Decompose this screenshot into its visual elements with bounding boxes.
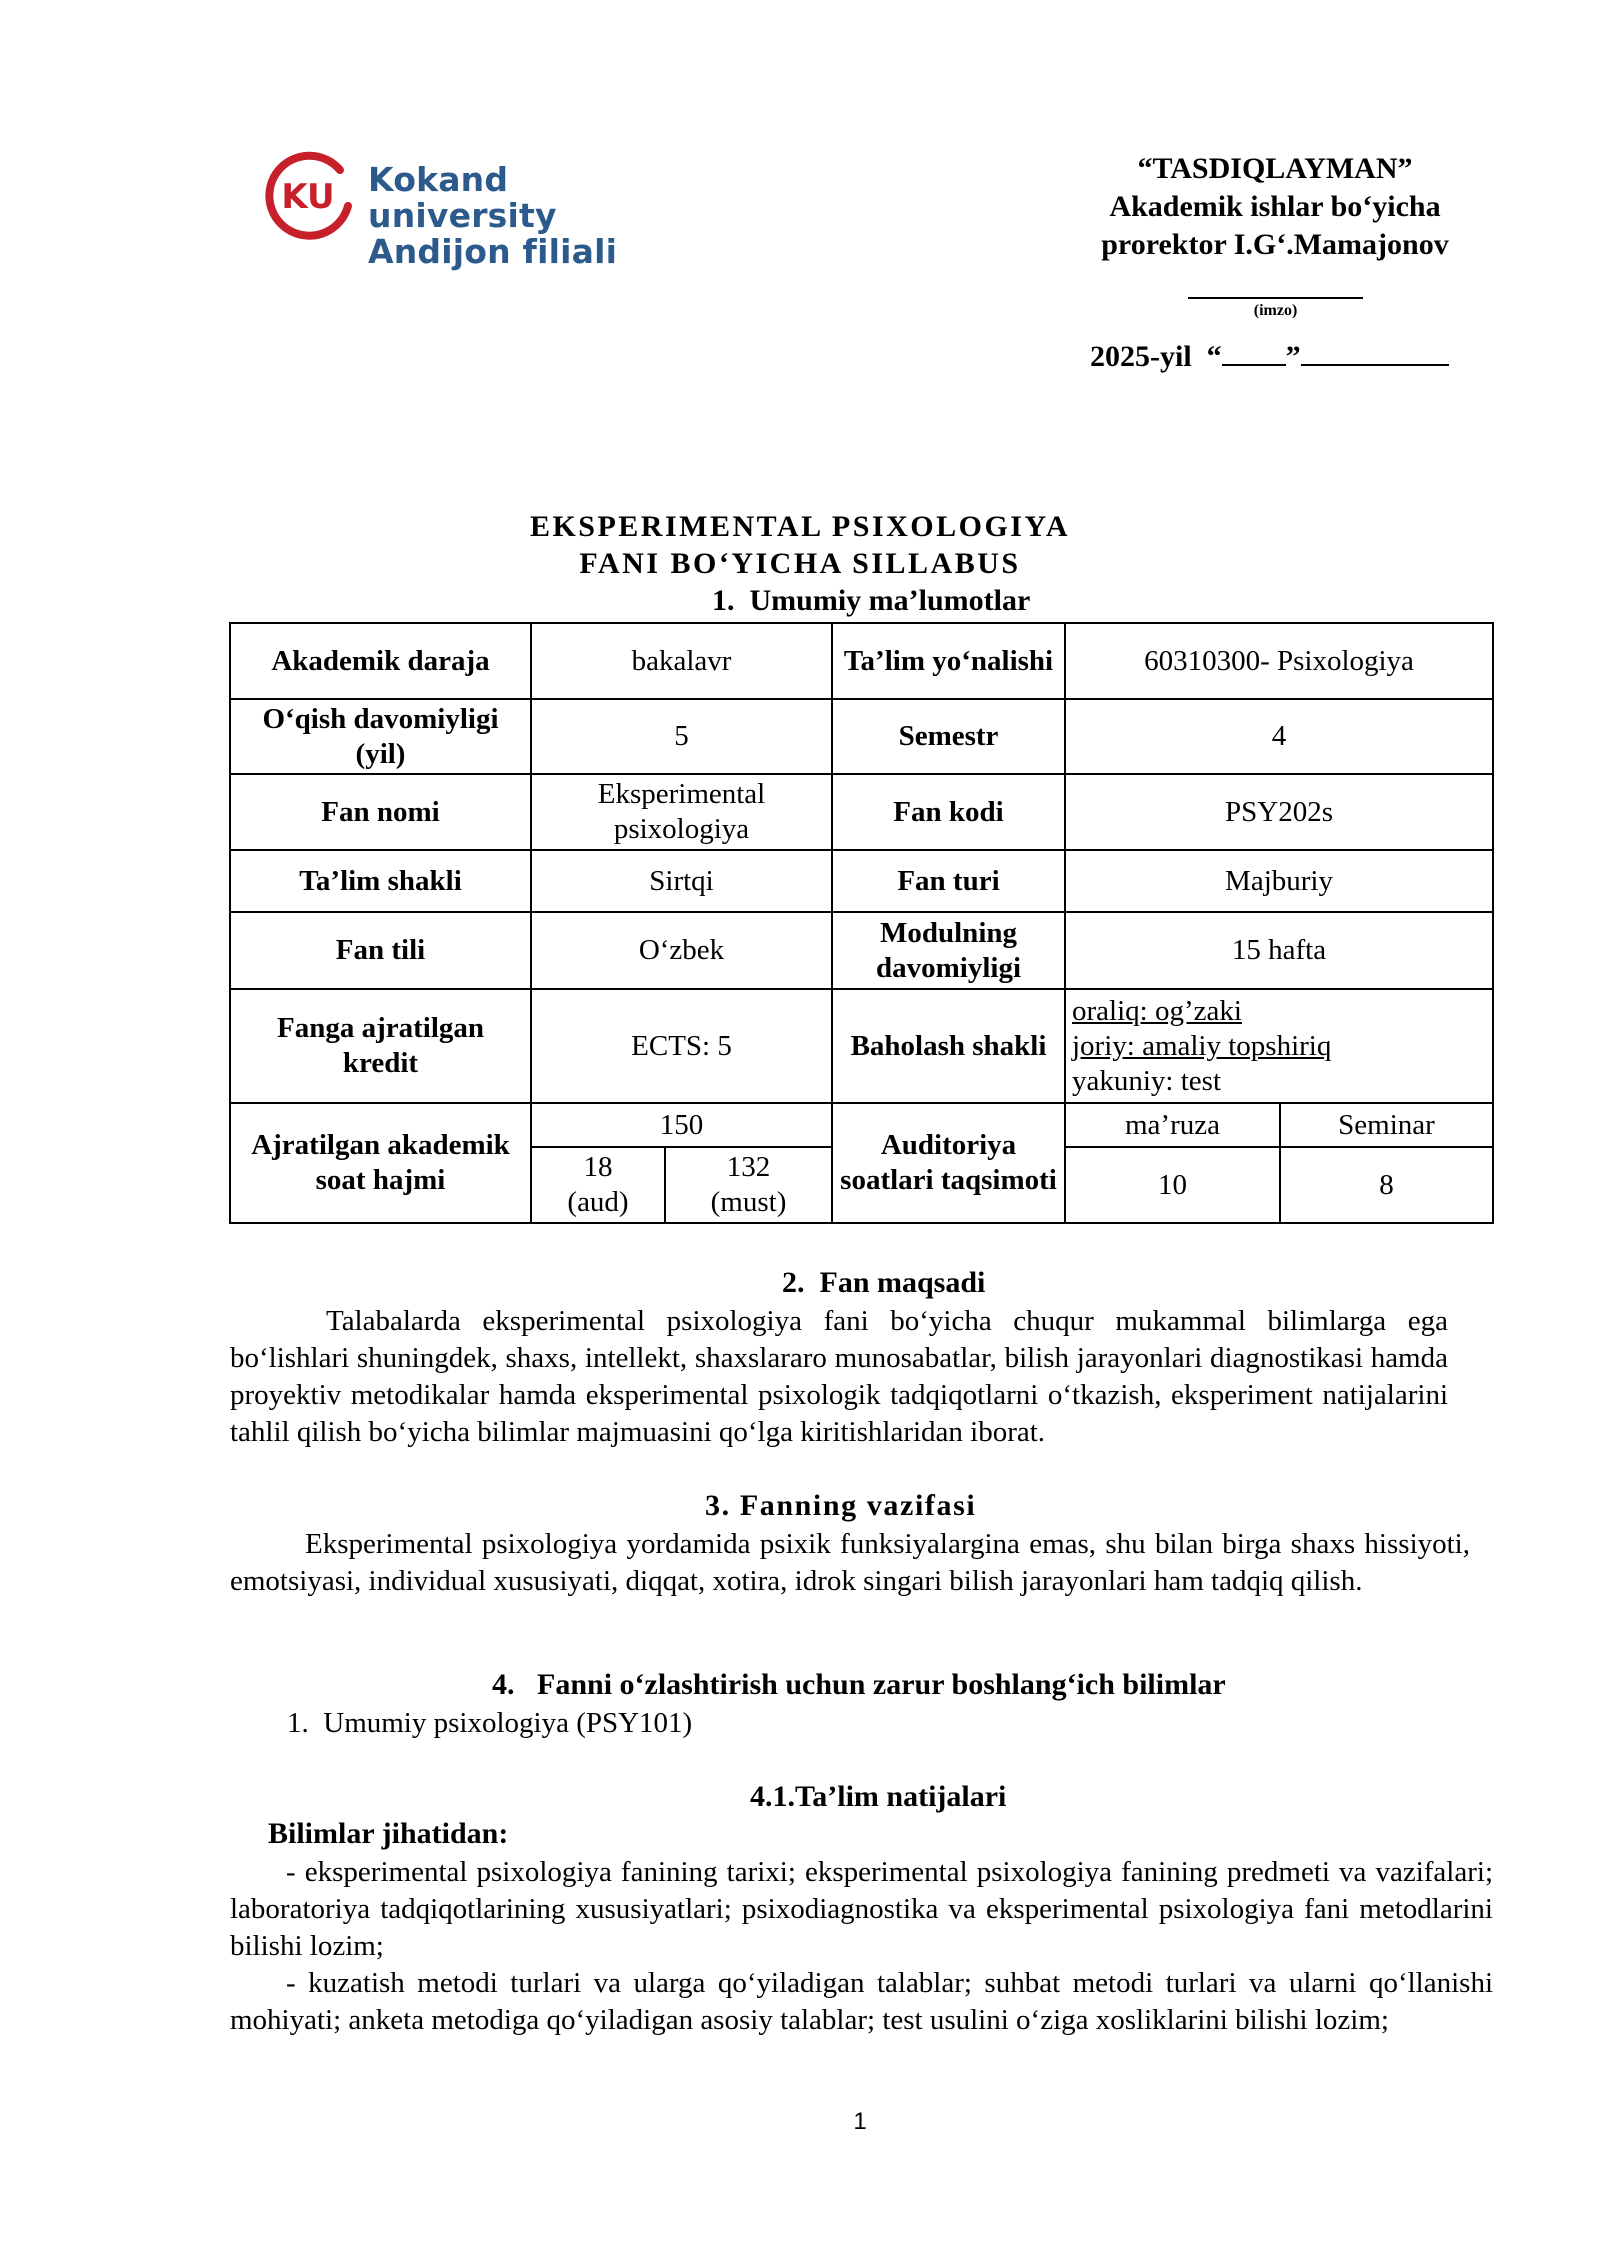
section2-number: 2. [782, 1266, 805, 1299]
baholash-oraliq: oraliq: og’zaki [1072, 994, 1242, 1027]
table-row [230, 989, 1493, 1103]
ku-logo-icon [262, 150, 358, 242]
label-akademik-daraja: Akademik daraja [230, 623, 531, 699]
value-fan-kodi: PSY202s [1065, 774, 1493, 850]
label-fan-kodi: Fan kodi [832, 774, 1065, 850]
label-modul-davomiyligi: Modulning davomiyligi [832, 912, 1065, 989]
label-fan-tili: Fan tili [230, 912, 531, 989]
soat-aud-unit: (aud) [567, 1186, 629, 1218]
section2-text: Talabalarda eksperimental psixologiya fani bo‘yicha chuqur mukammal bilimlarga ega bo‘lishlari shuningdek, shaxs, intellekt, shaxslararo munosabatlar, bilish jarayonlari diagnostikasi hamda proyektiv metodikalar hamda eksperimental psixologik tadqiqotlarni o‘tkazish, eksperiment natijalarini tahlil qilish bo‘yicha bilimlar majmuasini qo‘lga kiritishlaridan iborat. [230, 1305, 1448, 1448]
signature-caption: (imzo) [1253, 302, 1298, 319]
value-fan-turi: Majburiy [1065, 850, 1493, 912]
approval-name: prorektor I.G‘.Mamajonov [1101, 228, 1449, 261]
logo-mark: KU [281, 177, 335, 217]
label-baholash-shakli: Baholash shakli [832, 989, 1065, 1103]
table-row [230, 699, 1493, 774]
label-talim-yonalishi: Ta’lim yo‘nalishi [832, 623, 1065, 699]
section1-heading [712, 584, 1030, 618]
value-oqish-davomiyligi: 5 [531, 699, 832, 774]
label-soat-hajmi: Ajratilgan akademik soat hajmi [230, 1103, 531, 1223]
general-info-table [229, 622, 1494, 1224]
value-modul-davomiyligi: 15 hafta [1065, 912, 1493, 989]
label-fan-turi: Fan turi [832, 850, 1065, 912]
label-maruza: ma’ruza [1065, 1103, 1280, 1147]
label-oqish-davomiyligi: O‘qish davomiyligi (yil) [230, 699, 531, 774]
prerequisite-item [287, 1705, 692, 1742]
learning-outcome-1 [230, 1854, 1493, 1965]
section41-subheading: Bilimlar jihatidan: [268, 1817, 509, 1850]
value-baholash-shakli [1065, 989, 1493, 1103]
document-title-line2: FANI BO‘YICHA SILLABUS [579, 547, 1021, 580]
approval-date [1090, 338, 1449, 374]
section2-title: Fan maqsadi [819, 1266, 986, 1299]
section41-heading: 4.1.Ta’lim natijalari [750, 1780, 1007, 1813]
learning-outcome-1-text: eksperimental psixologiya fanining tarixi; eksperimental psixologiya fanining predmeti va vazifalari; laboratoriya tadqiqotlarining xususiyatlari; psixodiagnostika va eksperimental psixologiya fani metodlarini bilishi lozim; [230, 1856, 1493, 1962]
value-seminar: 8 [1280, 1147, 1493, 1223]
date-year: 2025-yil [1090, 340, 1192, 373]
section3-text: Eksperimental psixologiya yordamida psixik funksiyalargina emas, shu bilan birga shaxs hissiyoti, emotsiyasi, individual xususiyati, diqqat, xotira, idrok singari bilish jarayonlari ham tadqiq qilish. [230, 1528, 1470, 1597]
value-soat-must [665, 1147, 832, 1223]
logo-text [368, 162, 702, 270]
table-row [230, 774, 1493, 850]
value-akademik-daraja: bakalavr [531, 623, 832, 699]
value-soat-aud [531, 1147, 665, 1223]
value-talim-yonalishi: 60310300- Psixologiya [1065, 623, 1493, 699]
table-row [230, 912, 1493, 989]
section4-number: 4. [492, 1668, 515, 1701]
value-kredit: ECTS: 5 [531, 989, 832, 1103]
learning-outcome-2 [230, 1965, 1493, 2039]
baholash-joriy: joriy: amaliy topshiriq [1072, 1029, 1332, 1062]
prerequisite-text: Umumiy psixologiya (PSY101) [323, 1707, 693, 1739]
table-row [230, 1103, 1493, 1147]
university-logo [262, 150, 702, 271]
section1-title: Umumiy ma’lumotlar [749, 584, 1031, 617]
approval-block [1065, 150, 1485, 264]
date-quote-open: “ [1206, 340, 1222, 373]
baholash-yakuniy: yakuniy: test [1072, 1064, 1222, 1097]
approval-title: “TASDIQLAYMAN” [1137, 152, 1413, 185]
label-seminar: Seminar [1280, 1103, 1493, 1147]
value-fan-tili: O‘zbek [531, 912, 832, 989]
bullet-mark: - [286, 1856, 296, 1888]
approval-position: Akademik ishlar bo‘yicha [1109, 190, 1441, 223]
soat-must-unit: (must) [710, 1186, 787, 1218]
label-fan-nomi: Fan nomi [230, 774, 531, 850]
logo-line2: Andijon filiali [368, 232, 618, 271]
learning-outcome-2-text: kuzatish metodi turlari va ularga qo‘yiladigan talablar; suhbat metodi turlari va ularni qo‘llanishi mohiyati; anketa metodiga qo‘yiladigan asosiy talablar; test usulini o‘ziga xosliklarini bilishi lozim; [230, 1967, 1494, 2036]
section3-heading [705, 1489, 976, 1523]
table-row [230, 850, 1493, 912]
section1-number: 1. [712, 584, 735, 617]
date-month-blank [1301, 338, 1449, 366]
value-talim-shakli: Sirtqi [531, 850, 832, 912]
soat-must-number: 132 [726, 1151, 771, 1183]
signature-line [1188, 297, 1363, 299]
bullet-mark: - [286, 1967, 296, 1999]
date-quote-close: ” [1285, 340, 1301, 373]
document-title-line1: EKSPERIMENTAL PSIXOLOGIYA [529, 510, 1071, 543]
value-maruza: 10 [1065, 1147, 1280, 1223]
value-fan-nomi: Eksperimental psixologiya [531, 774, 832, 850]
label-semestr: Semestr [832, 699, 1065, 774]
prerequisite-number: 1. [287, 1707, 309, 1739]
value-semestr: 4 [1065, 699, 1493, 774]
page-number: 1 [853, 2108, 867, 2135]
section3-title: Fanning vazifasi [739, 1489, 977, 1522]
section3-number: 3. [705, 1489, 731, 1522]
section2-heading [782, 1266, 985, 1300]
date-day-blank [1222, 338, 1286, 366]
logo-line1: Kokand university [368, 160, 557, 235]
table-row [230, 623, 1493, 699]
section4-heading [492, 1668, 1226, 1702]
label-talim-shakli: Ta’lim shakli [230, 850, 531, 912]
section4-title: Fanni o‘zlashtirish uchun zarur boshlang‘ich bilimlar [537, 1668, 1226, 1701]
label-kredit: Fanga ajratilgan kredit [230, 989, 531, 1103]
soat-aud-number: 18 [583, 1151, 613, 1183]
value-soat-total: 150 [531, 1103, 832, 1147]
label-auditoriya-soatlari: Auditoriya soatlari taqsimoti [832, 1103, 1065, 1223]
